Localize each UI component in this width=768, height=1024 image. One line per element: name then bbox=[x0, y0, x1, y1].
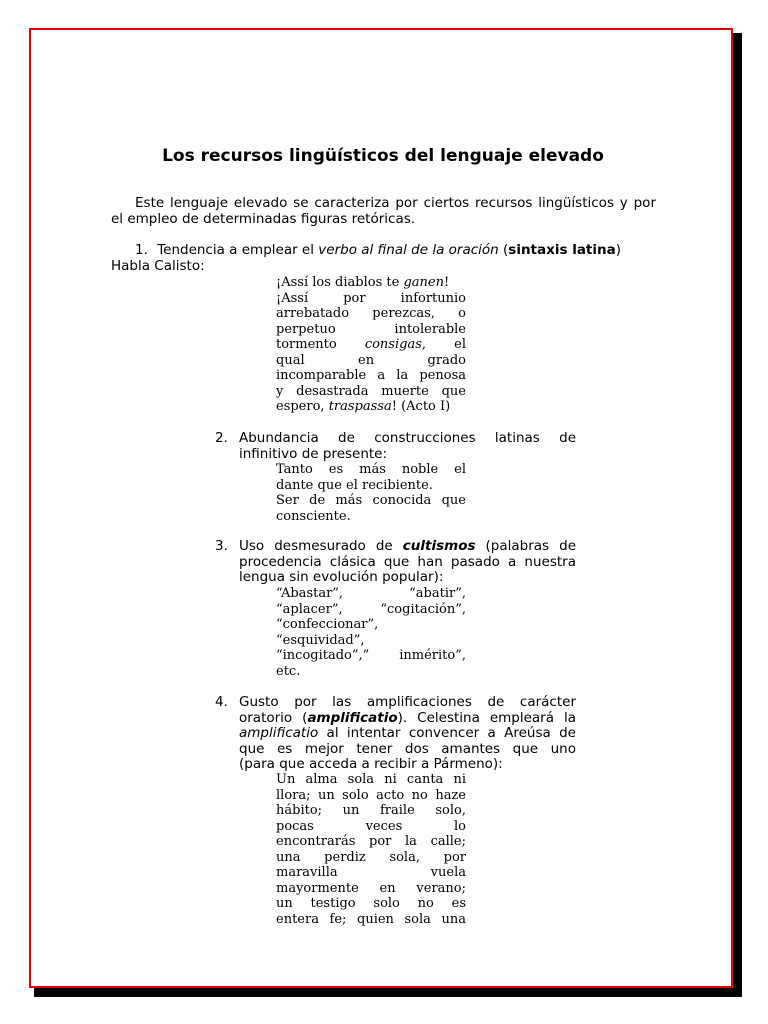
document-page bbox=[29, 28, 733, 988]
item-text: ) bbox=[615, 242, 622, 258]
quote-emphasis: ganen bbox=[403, 275, 444, 290]
speaker-label: Habla Calisto: bbox=[111, 257, 205, 274]
quote-line: etc. bbox=[276, 663, 301, 679]
quote-text: ¡Assí por infortunio bbox=[276, 290, 466, 306]
item-text: ). Celestina empleará la bbox=[397, 709, 576, 726]
quote-text: espero, bbox=[276, 399, 329, 414]
list-number: 3. bbox=[215, 538, 228, 554]
quote-block-3 bbox=[276, 586, 466, 679]
item-text: que es mejor tener dos amantes que uno bbox=[239, 740, 576, 757]
quote-line bbox=[276, 384, 466, 400]
quote-text: perpetuo intolerable bbox=[276, 321, 466, 337]
item-text: Uso desmesurado de bbox=[239, 538, 403, 554]
quote-text: y desastrada muerte que bbox=[276, 383, 466, 399]
quote-line bbox=[276, 291, 466, 307]
quote-text: ! (Acto I) bbox=[391, 399, 451, 414]
item-emphasis: verbo al final de la oración bbox=[318, 242, 499, 258]
list-item-2 bbox=[239, 431, 576, 462]
quote-line: entera fe; quien sola una bbox=[276, 911, 466, 927]
quote-emphasis: consigas bbox=[364, 337, 422, 352]
item-text: Gusto por las amplificaciones de carácter bbox=[239, 694, 576, 710]
item-text: infinitivo de presente: bbox=[239, 445, 388, 462]
quote-line: mayormente en verano; bbox=[276, 880, 466, 896]
quote-line bbox=[276, 275, 466, 291]
quote-line: consciente. bbox=[276, 508, 351, 524]
item-strong: sintaxis latina bbox=[508, 242, 616, 258]
item-text: procedencia clásica que han pasado a nuestra bbox=[239, 553, 576, 570]
quote-line: Un alma sola ni canta ni bbox=[276, 772, 466, 787]
item-text: (para que acceda a recibir a Pármeno): bbox=[239, 756, 503, 772]
quote-line bbox=[276, 322, 466, 338]
quote-line: “Abastar”, “abatir”, bbox=[276, 586, 466, 601]
quote-line bbox=[276, 368, 466, 384]
item-text: lengua sin evolución popular): bbox=[239, 569, 444, 585]
list-item-1 bbox=[111, 243, 671, 274]
quote-text: ¡Assí los diablos te bbox=[276, 275, 404, 290]
quote-block-2 bbox=[276, 462, 466, 524]
quote-line: una perdiz sola, por bbox=[276, 849, 466, 865]
item-text: Tendencia a emplear el bbox=[157, 242, 319, 258]
quote-line: llora; un solo acto no haze bbox=[276, 787, 466, 803]
quote-line: “aplacer”, “cogitación”, bbox=[276, 601, 466, 617]
quote-line: “confeccionar”, bbox=[276, 617, 379, 632]
quote-line: pocas veces lo bbox=[276, 818, 466, 834]
item-emphasis: amplificatio bbox=[239, 725, 319, 741]
quote-text: tormento bbox=[276, 337, 365, 352]
quote-block-1 bbox=[276, 275, 466, 415]
list-number: 4. bbox=[215, 694, 228, 710]
item-strong: amplificatio bbox=[307, 709, 398, 726]
quote-line: maravilla vuela bbox=[276, 865, 466, 880]
quote-line: un testigo solo no es bbox=[276, 896, 466, 911]
list-item-4 bbox=[239, 695, 576, 773]
intro-paragraph: Este lenguaje elevado se caracteriza por ciertos recursos lingüísticos y por el empleo de determinadas figuras retóricas. bbox=[111, 195, 656, 227]
item-text: Abundancia de construcciones latinas de bbox=[239, 430, 576, 446]
item-text: ( bbox=[498, 242, 509, 258]
quote-line: Tanto es más noble el bbox=[276, 462, 466, 477]
list-item-3 bbox=[239, 539, 576, 586]
quote-text: arrebatado perezcas, o bbox=[276, 306, 466, 321]
quote-text: ! bbox=[443, 275, 450, 290]
quote-line: hábito; un fraile solo, bbox=[276, 803, 466, 818]
quote-line: “incogitado”,” inmérito”, bbox=[276, 648, 466, 663]
quote-line bbox=[276, 399, 466, 415]
quote-line: encontrarás por la calle; bbox=[276, 834, 466, 849]
quote-line: Ser de más conocida que bbox=[276, 493, 466, 508]
quote-line bbox=[276, 337, 466, 353]
quote-text: , el bbox=[421, 337, 466, 352]
page-title: Los recursos lingüísticos del lenguaje elevado bbox=[162, 146, 604, 166]
quote-line bbox=[276, 306, 466, 322]
quote-line bbox=[276, 353, 466, 369]
quote-text: incomparable a la penosa bbox=[276, 368, 466, 383]
list-number: 2. bbox=[215, 430, 228, 446]
quote-line: dante que el recibiente. bbox=[276, 477, 433, 493]
quote-text: qual en grado bbox=[276, 352, 466, 368]
item-text: al intentar convencer a Areúsa de bbox=[318, 725, 576, 741]
item-text: oratorio ( bbox=[239, 709, 308, 726]
quote-block-4 bbox=[276, 772, 466, 927]
quote-emphasis: traspassa bbox=[328, 399, 392, 414]
item-strong: cultismos bbox=[402, 538, 476, 554]
item-text: (palabras de bbox=[475, 538, 577, 554]
quote-line: “esquividad”, bbox=[276, 632, 365, 648]
list-number: 1. bbox=[135, 242, 148, 258]
